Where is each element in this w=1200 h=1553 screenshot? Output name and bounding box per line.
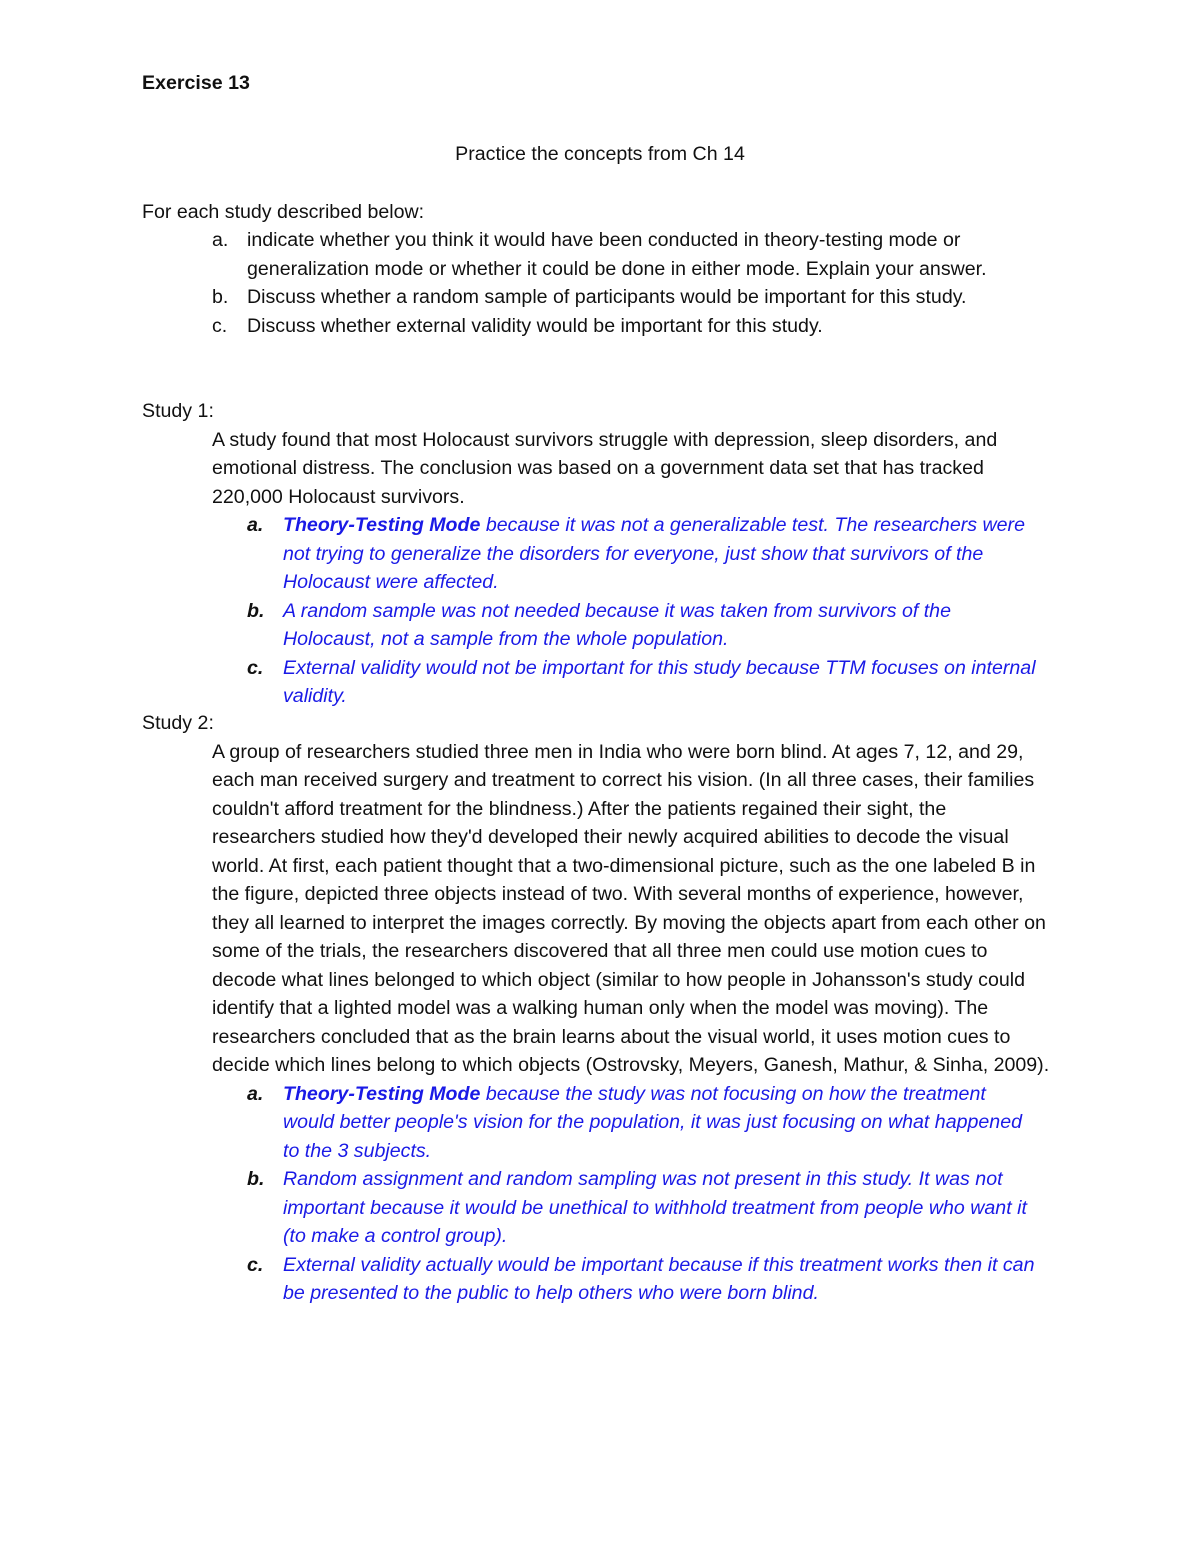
answer-list (247, 1080, 1037, 1308)
instructions-intro: For each study described below: (142, 201, 425, 223)
instruction-item (212, 312, 1062, 341)
instruction-text: Discuss whether a random sample of participants would be important for this study. (247, 286, 967, 308)
study-description: A group of researchers studied three men in India who were born blind. At ages 7, 12, and 29, each man received surgery and treatment to correct his vision. (In all three cases, their families couldn't afford treatment for the blindness.) After the patients regained their sight, the researchers studied how they'd developed their newly acquired abilities to decode the visual world. At first, each patient thought that a two-dimensional picture, such as the one labeled B in the figure, depicted three objects instead of two. With several months of experience, however, they all learned to interpret the images correctly. By moving the objects apart from each other on some of the trials, the researchers discovered that all three men could use motion cues to decode what lines belonged to which object (similar to how people in Johansson's study could identify that a lighted model was a walking human only when the model was moving). The researchers concluded that as the brain learns about the visual world, it uses motion cues to decide which lines belong to which objects (Ostrovsky, Meyers, Ganesh, Mathur, & Sinha, 2009). (212, 740, 1050, 1076)
instructions-list (212, 226, 1062, 340)
instruction-marker: a. (212, 229, 229, 251)
answer-marker: a. (247, 1082, 264, 1105)
instruction-marker: c. (212, 314, 228, 337)
exercise-title: Exercise 13 (142, 72, 250, 94)
instruction-item (212, 226, 1062, 283)
answer-mode: Theory-Testing Mode (283, 514, 481, 536)
answer-item (247, 597, 1037, 654)
answer-text: External validity would not be important for this study because TTM focuses on internal validity. (283, 656, 1036, 707)
answer-text: because the study was not focusing on how the treatment would better people's vision for the population, it was just focusing on what happened to the 3 subjects. (283, 1082, 1022, 1162)
instruction-text: Discuss whether external validity would be important for this study. (247, 314, 823, 337)
study-label: Study 2: (142, 712, 214, 734)
answer-marker: c. (247, 656, 264, 679)
answer-list (247, 511, 1037, 711)
answer-marker: b. (247, 1168, 265, 1190)
answer-text: A random sample was not needed because it was taken from survivors of the Holocaust, not a sample from the whole population. (283, 599, 951, 650)
answer-item (247, 654, 1037, 711)
study-description: A study found that most Holocaust survivors struggle with depression, sleep disorders, and emotional distress. The conclusion was based on a government data set that has tracked 220,000 Holocaust survivors. (212, 428, 998, 508)
instruction-text: indicate whether you think it would have been conducted in theory-testing mode or generalization mode or whether it could be done in either mode. Explain your answer. (247, 229, 987, 280)
answer-mode: Theory-Testing Mode (283, 1082, 481, 1105)
instruction-item (212, 283, 1062, 312)
answer-marker: b. (247, 599, 265, 622)
answer-marker: a. (247, 514, 264, 536)
answer-text: External validity actually would be important because if this treatment works then it can be presented to the public to help others who were born blind. (283, 1253, 1035, 1304)
answer-item (247, 1251, 1037, 1308)
answer-item (247, 1165, 1037, 1251)
instruction-marker: b. (212, 286, 229, 308)
exercise-subtitle: Practice the concepts from Ch 14 (455, 143, 745, 165)
answer-item (247, 1080, 1037, 1166)
study-1-section (142, 397, 1062, 711)
answer-text: Random assignment and random sampling was not present in this study. It was not important because it would be unethical to withhold treatment from people who want it (to make a control group). (283, 1168, 1027, 1247)
study-label: Study 1: (142, 400, 214, 422)
answer-item (247, 511, 1037, 597)
study-2-section (142, 709, 1062, 1308)
answer-marker: c. (247, 1253, 264, 1276)
answer-text: because it was not a generalizable test. The researchers were not trying to generalize the disorders for everyone, just show that survivors of the Holocaust were affected. (283, 514, 1025, 593)
